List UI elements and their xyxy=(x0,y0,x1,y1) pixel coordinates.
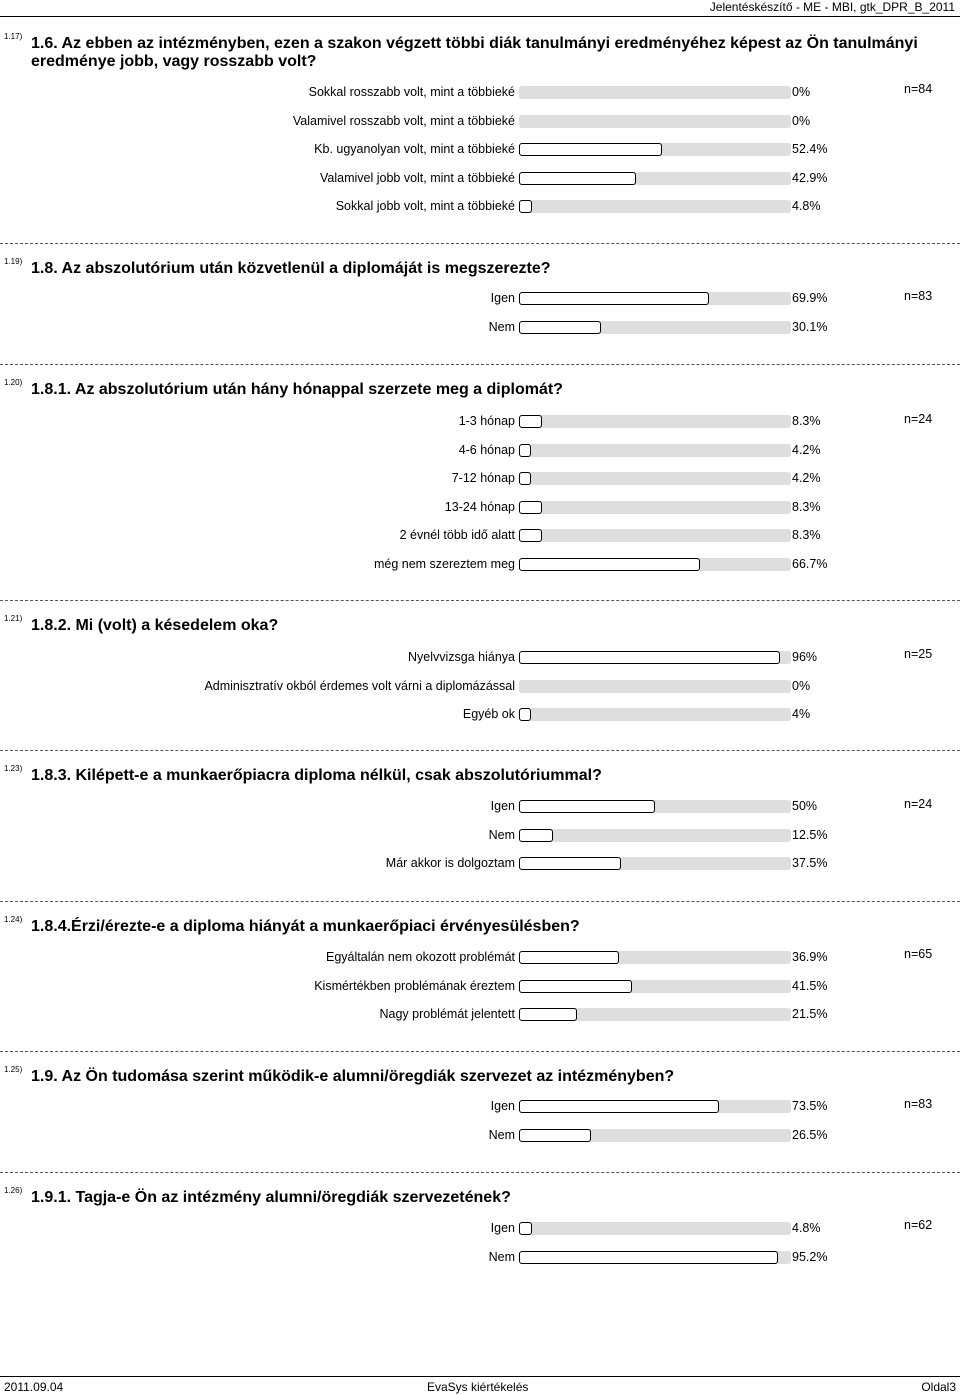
percentage-value: 26.5% xyxy=(792,1127,828,1142)
percentage-value: 8.3% xyxy=(792,499,821,514)
respondent-count: n=83 xyxy=(904,289,933,303)
question-number: 1.24) xyxy=(4,915,23,924)
percentage-value: 0% xyxy=(792,678,811,693)
question-number: 1.21) xyxy=(4,614,23,623)
percentage-value: 73.5% xyxy=(792,1099,828,1113)
percentage-bar-track xyxy=(519,415,791,428)
percentage-bar xyxy=(519,1008,577,1021)
answer-label: Nem xyxy=(488,827,515,842)
percentage-bar xyxy=(519,415,542,428)
answer-label: Valamivel jobb volt, mint a többieké xyxy=(319,170,515,185)
percentage-value: 96% xyxy=(792,650,818,664)
percentage-value: 52.4% xyxy=(792,142,828,156)
answer-row xyxy=(0,678,960,698)
percentage-bar xyxy=(519,1100,719,1113)
question-number: 1.17) xyxy=(4,32,23,41)
answer-row xyxy=(0,84,960,104)
percentage-bar-track xyxy=(519,857,791,870)
answer-label: Egyáltalán nem okozott problémát xyxy=(326,950,515,964)
percentage-bar xyxy=(519,1222,532,1235)
answer-label: Igen xyxy=(490,291,515,305)
percentage-value: 41.5% xyxy=(792,978,828,993)
respondent-count: n=84 xyxy=(904,82,933,96)
percentage-bar xyxy=(519,800,655,813)
percentage-bar-track xyxy=(519,829,791,842)
answer-row xyxy=(0,556,960,576)
percentage-bar-track xyxy=(519,143,791,156)
percentage-value: 12.5% xyxy=(792,827,828,842)
percentage-value: 8.3% xyxy=(792,414,821,428)
percentage-value: 4.8% xyxy=(792,1221,821,1235)
percentage-bar xyxy=(519,951,619,964)
answer-row xyxy=(0,978,960,998)
percentage-bar-track xyxy=(519,1222,791,1235)
percentage-bar-track xyxy=(519,200,791,213)
section-divider xyxy=(0,1172,960,1173)
percentage-bar-track xyxy=(519,800,791,813)
question-number: 1.26) xyxy=(4,1186,23,1195)
header-divider xyxy=(0,16,960,17)
respondent-count: n=83 xyxy=(904,1097,933,1111)
percentage-bar xyxy=(519,292,709,305)
percentage-bar xyxy=(519,829,553,842)
percentage-value: 21.5% xyxy=(792,1007,828,1021)
section-divider xyxy=(0,750,960,751)
answer-row xyxy=(0,113,960,133)
percentage-bar-track xyxy=(519,321,791,334)
percentage-value: 36.9% xyxy=(792,950,828,964)
question-title: 1.8.1. Az abszolutórium után hány hónappal szerzete meg a diplomát? xyxy=(31,381,563,398)
answer-row xyxy=(0,706,960,726)
answer-row xyxy=(0,1220,960,1240)
answer-label: 13-24 hónap xyxy=(444,499,515,514)
question-title: 1.9. Az Ön tudomása szerint működik-e alumni/öregdiák szervezet az intézményben? xyxy=(31,1068,675,1085)
answer-label: Sokkal jobb volt, mint a többieké xyxy=(335,199,515,213)
percentage-bar-track xyxy=(519,651,791,664)
percentage-value: 0% xyxy=(792,85,811,99)
answer-label: Nem xyxy=(488,1127,515,1142)
report-header-title: Jelentéskészítő - ME - MBI, gtk_DPR_B_2011 xyxy=(709,0,955,14)
section-divider xyxy=(0,243,960,244)
answer-label: Igen xyxy=(490,799,515,813)
question-title: 1.8.2. Mi (volt) a késedelem oka? xyxy=(31,617,279,634)
answer-label: 2 évnél több idő alatt xyxy=(399,528,515,542)
respondent-count: n=65 xyxy=(904,947,933,961)
respondent-count: n=62 xyxy=(904,1218,933,1232)
answer-label: Igen xyxy=(490,1221,515,1235)
percentage-value: 50% xyxy=(792,799,818,813)
answer-row xyxy=(0,319,960,339)
question-number: 1.25) xyxy=(4,1065,23,1074)
percentage-bar-track xyxy=(519,501,791,514)
percentage-bar xyxy=(519,200,532,213)
answer-row xyxy=(0,1127,960,1147)
answer-label: Sokkal rosszabb volt, mint a többieké xyxy=(308,85,515,99)
percentage-bar xyxy=(519,708,531,721)
percentage-bar xyxy=(519,321,601,334)
percentage-bar xyxy=(519,529,542,542)
question-number: 1.20) xyxy=(4,378,23,387)
answer-row xyxy=(0,1006,960,1026)
answer-label: Adminisztratív okból érdemes volt várni a diplomázással xyxy=(204,678,515,693)
answer-row xyxy=(0,499,960,519)
answer-label: Nagy problémát jelentett xyxy=(379,1007,515,1021)
percentage-bar xyxy=(519,501,542,514)
answer-label: 7-12 hónap xyxy=(451,471,515,485)
answer-label: Nem xyxy=(488,1249,515,1264)
answer-row xyxy=(0,827,960,847)
percentage-bar-track xyxy=(519,115,791,128)
answer-row xyxy=(0,798,960,818)
answer-label: Kb. ugyanolyan volt, mint a többieké xyxy=(314,142,515,156)
respondent-count: n=24 xyxy=(904,797,933,811)
answer-row xyxy=(0,141,960,161)
answer-row xyxy=(0,649,960,669)
section-divider xyxy=(0,364,960,365)
percentage-value: 30.1% xyxy=(792,319,828,334)
answer-label: Valamivel rosszabb volt, mint a többieké xyxy=(292,113,515,128)
section-divider xyxy=(0,1051,960,1052)
answer-row xyxy=(0,1098,960,1118)
percentage-bar-track xyxy=(519,951,791,964)
percentage-value: 4.2% xyxy=(792,442,821,457)
percentage-value: 4.2% xyxy=(792,471,821,485)
percentage-value: 42.9% xyxy=(792,170,828,185)
percentage-value: 0% xyxy=(792,113,811,128)
percentage-bar-track xyxy=(519,444,791,457)
percentage-bar xyxy=(519,558,700,571)
percentage-value: 37.5% xyxy=(792,856,828,870)
percentage-bar-track xyxy=(519,472,791,485)
answer-row xyxy=(0,470,960,490)
percentage-bar xyxy=(519,143,662,156)
section-divider xyxy=(0,901,960,902)
footer-center-text: EvaSys kiértékelés xyxy=(427,1380,529,1394)
percentage-bar-track xyxy=(519,708,791,721)
percentage-value: 8.3% xyxy=(792,528,821,542)
percentage-bar-track xyxy=(519,1251,791,1264)
percentage-value: 69.9% xyxy=(792,291,828,305)
answer-label: Egyéb ok xyxy=(462,707,515,721)
percentage-value: 4% xyxy=(792,707,811,721)
answer-label: Igen xyxy=(490,1099,515,1113)
percentage-bar-track xyxy=(519,980,791,993)
answer-label: Kismértékben problémának éreztem xyxy=(314,978,515,993)
percentage-bar-track xyxy=(519,292,791,305)
answer-row xyxy=(0,855,960,875)
answer-label: Nyelvvizsga hiánya xyxy=(408,650,515,664)
answer-row xyxy=(0,949,960,969)
question-title: 1.8.3. Kilépett-e a munkaerőpiacra diploma nélkül, csak abszolutóriummal? xyxy=(31,767,602,784)
percentage-bar-track xyxy=(519,1008,791,1021)
answer-row xyxy=(0,527,960,547)
footer-date: 2011.09.04 xyxy=(4,1380,64,1394)
percentage-bar-track xyxy=(519,680,791,693)
percentage-bar xyxy=(519,1251,778,1264)
answer-row xyxy=(0,413,960,433)
footer-divider xyxy=(0,1376,960,1377)
percentage-value: 95.2% xyxy=(792,1249,828,1264)
answer-label: Már akkor is dolgoztam xyxy=(385,856,515,870)
percentage-bar-track xyxy=(519,86,791,99)
question-title: 1.9.1. Tagja-e Ön az intézmény alumni/öregdiák szervezetének? xyxy=(31,1189,511,1206)
percentage-bar xyxy=(519,1129,591,1142)
percentage-bar-track xyxy=(519,1129,791,1142)
question-title: 1.6. Az ebben az intézményben, ezen a szakon végzett többi diák tanulmányi eredményéhez képest az Ön tanulmányi eredménye jobb, vagy rosszabb volt? xyxy=(31,35,918,70)
answer-row xyxy=(0,290,960,310)
percentage-bar xyxy=(519,980,632,993)
percentage-bar xyxy=(519,172,636,185)
section-divider xyxy=(0,600,960,601)
answer-row xyxy=(0,1249,960,1269)
percentage-bar-track xyxy=(519,172,791,185)
percentage-bar xyxy=(519,857,621,870)
question-title: 1.8. Az abszolutórium után közvetlenül a diplomáját is megszerezte? xyxy=(31,260,551,277)
percentage-value: 4.8% xyxy=(792,199,821,213)
answer-label: Nem xyxy=(488,319,515,334)
percentage-value: 66.7% xyxy=(792,556,828,571)
answer-label: még nem szereztem meg xyxy=(373,556,515,571)
answer-row xyxy=(0,170,960,190)
question-title: 1.8.4.Érzi/érezte-e a diploma hiányát a munkaerőpiaci érvényesülésben? xyxy=(31,918,580,935)
footer-page-number: Oldal3 xyxy=(921,1380,956,1394)
answer-row xyxy=(0,198,960,218)
respondent-count: n=25 xyxy=(904,647,933,661)
percentage-bar-track xyxy=(519,1100,791,1113)
question-number: 1.23) xyxy=(4,764,23,773)
percentage-bar xyxy=(519,651,780,664)
percentage-bar-track xyxy=(519,558,791,571)
question-number: 1.19) xyxy=(4,257,23,266)
percentage-bar xyxy=(519,444,531,457)
answer-label: 4-6 hónap xyxy=(458,442,515,457)
answer-row xyxy=(0,442,960,462)
answer-label: 1-3 hónap xyxy=(458,414,515,428)
percentage-bar-track xyxy=(519,529,791,542)
respondent-count: n=24 xyxy=(904,412,933,426)
percentage-bar xyxy=(519,472,531,485)
